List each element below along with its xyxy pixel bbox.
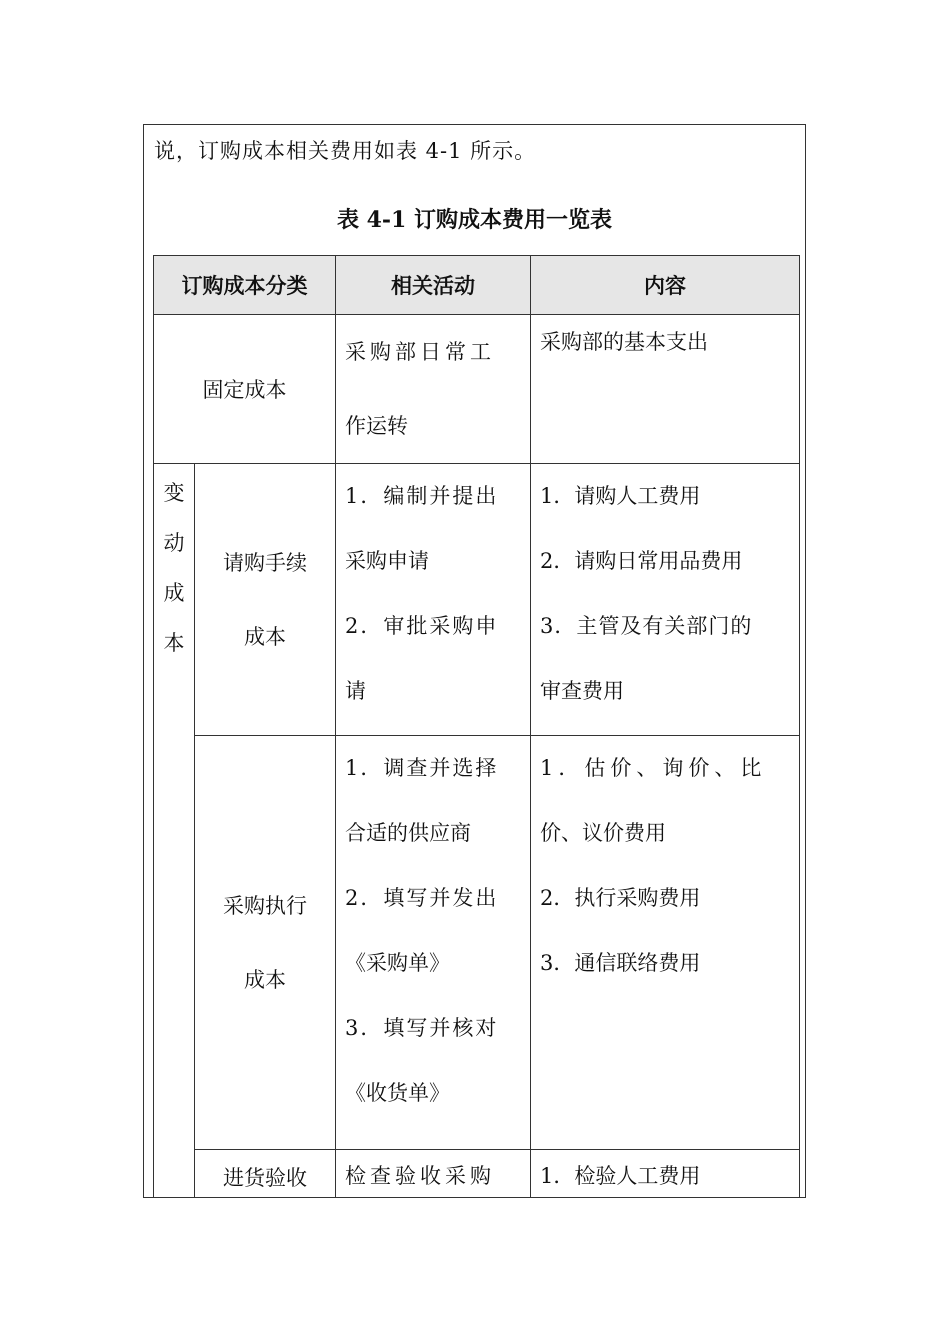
activity-line: 1．编制并提出	[345, 484, 499, 508]
inspection-activities	[336, 1150, 531, 1199]
variable-char: 变	[163, 481, 185, 505]
activity-line: 采购申请	[345, 549, 429, 573]
execution-category-line: 成本	[244, 967, 286, 992]
request-category-line: 请购手续	[223, 550, 307, 575]
table-row-fixed	[154, 315, 800, 464]
content-line: 1．检验人工费用	[540, 1164, 701, 1188]
table-row-request	[154, 464, 800, 736]
variable-cost-label	[154, 464, 195, 1199]
fixed-content	[531, 315, 800, 464]
inspection-category	[195, 1150, 336, 1199]
fixed-category	[154, 315, 336, 464]
table-caption: 表 4-1 订购成本费用一览表	[336, 207, 613, 233]
activity-line: 请	[345, 679, 366, 703]
content-line: 1．请购人工费用	[540, 484, 701, 508]
fixed-category-label: 固定成本	[202, 378, 287, 402]
fixed-content-line: 采购部的基本支出	[540, 330, 708, 354]
activity-line: 2．审批采购申	[345, 614, 499, 638]
inspection-contents	[531, 1150, 800, 1199]
content-line: 价、议价费用	[540, 821, 666, 845]
execution-contents	[531, 736, 800, 1150]
request-category	[195, 464, 336, 736]
header-content: 内容	[531, 256, 800, 315]
table-row-inspection	[154, 1150, 800, 1199]
fixed-activity	[336, 315, 531, 464]
request-contents	[531, 464, 800, 736]
content-line: 3．通信联络费用	[540, 951, 701, 975]
activity-line: 《采购单》	[345, 951, 450, 975]
header-category: 订购成本分类	[154, 256, 336, 315]
header-row	[154, 256, 800, 315]
activity-line: 3．填写并核对	[345, 1016, 499, 1040]
execution-activities	[336, 736, 531, 1150]
document-frame	[143, 124, 806, 1198]
activity-line: 1．调查并选择	[345, 756, 499, 780]
fixed-activity-line: 作运转	[345, 414, 408, 438]
content-line: 3．主管及有关部门的	[540, 614, 753, 638]
content-line: 审查费用	[540, 679, 624, 703]
execution-category	[195, 736, 336, 1150]
variable-char: 成	[163, 581, 185, 605]
activity-line: 2．填写并发出	[345, 886, 499, 910]
fixed-activity-line: 采购部日常工	[345, 340, 495, 364]
content-line: 2．执行采购费用	[540, 886, 701, 910]
intro-text: 说，订购成本相关费用如表 4-1 所示。	[154, 139, 537, 163]
execution-category-line: 采购执行	[223, 893, 307, 918]
request-activities	[336, 464, 531, 736]
content-line: 2．请购日常用品费用	[540, 549, 743, 573]
header-activity: 相关活动	[336, 256, 531, 315]
inspection-category-line: 进货验收	[223, 1166, 307, 1190]
variable-char: 本	[163, 631, 185, 655]
activity-line: 合适的供应商	[345, 821, 471, 845]
variable-char: 动	[163, 531, 185, 555]
request-category-line: 成本	[244, 624, 286, 649]
activity-line: 《收货单》	[345, 1081, 450, 1105]
cost-table	[153, 255, 800, 1198]
content-line: 1．估价、询价、比	[540, 756, 767, 780]
activity-line: 检查验收采购	[345, 1164, 495, 1188]
table-row-execution	[154, 736, 800, 1150]
